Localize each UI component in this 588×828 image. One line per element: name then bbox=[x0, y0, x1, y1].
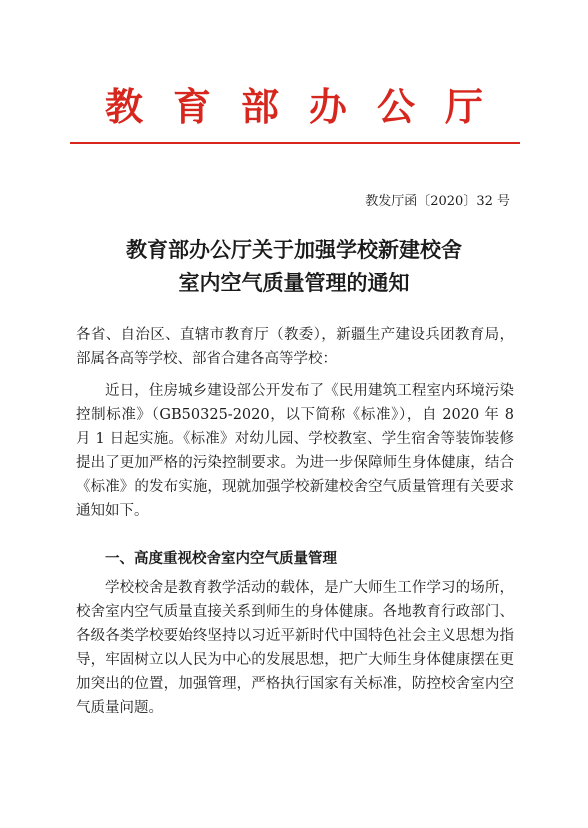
title-line-1: 教育部办公厅关于加强学校新建校舍 bbox=[126, 237, 462, 262]
masthead-divider bbox=[70, 142, 520, 144]
section-heading-1: 一、高度重视校舍室内空气质量管理 bbox=[105, 551, 337, 567]
body-paragraph-2: 学校校舍是教育教学活动的载体，是广大师生工作学习的场所，校舍室内空气质量直接关系到师生的身体健康。各地教育行政部门、各级各类学校要始终坚持以习近平新时代中国特色社会主义思想为指导，牢固树立以人民为中心的发展思想，把广大师生身体健康摆在更加突出的位置，加强管理，严格执行国家有关标准，防控校舍室内空气质量问题。 bbox=[76, 580, 514, 716]
issuer-masthead: 教育部办公厅 bbox=[104, 84, 513, 129]
salutation: 各省、自治区、直辖市教育厅（教委），新疆生产建设兵团教育局，部属各高等学校、部省合建各高等学校： bbox=[76, 327, 514, 367]
title-line-2: 室内空气质量管理的通知 bbox=[178, 270, 410, 295]
body-paragraph-1: 近日，住房城乡建设部公开发布了《民用建筑工程室内环境污染控制标准》（GB50325-2020，以下简称《标准》），自 2020 年 8 月 1 日起实施。《标准》对幼儿园、学校教室、学生宿舍等装饰装修提出了更加严格的污染控制要求。为进一步保障师生身体健康，结合《标准》的发布实施，现就加强学校新建校舍空气质量管理有关要求通知如下。 bbox=[76, 383, 514, 519]
document-number: 教发厅函〔2020〕32 号 bbox=[365, 194, 510, 209]
document-title bbox=[0, 233, 588, 299]
